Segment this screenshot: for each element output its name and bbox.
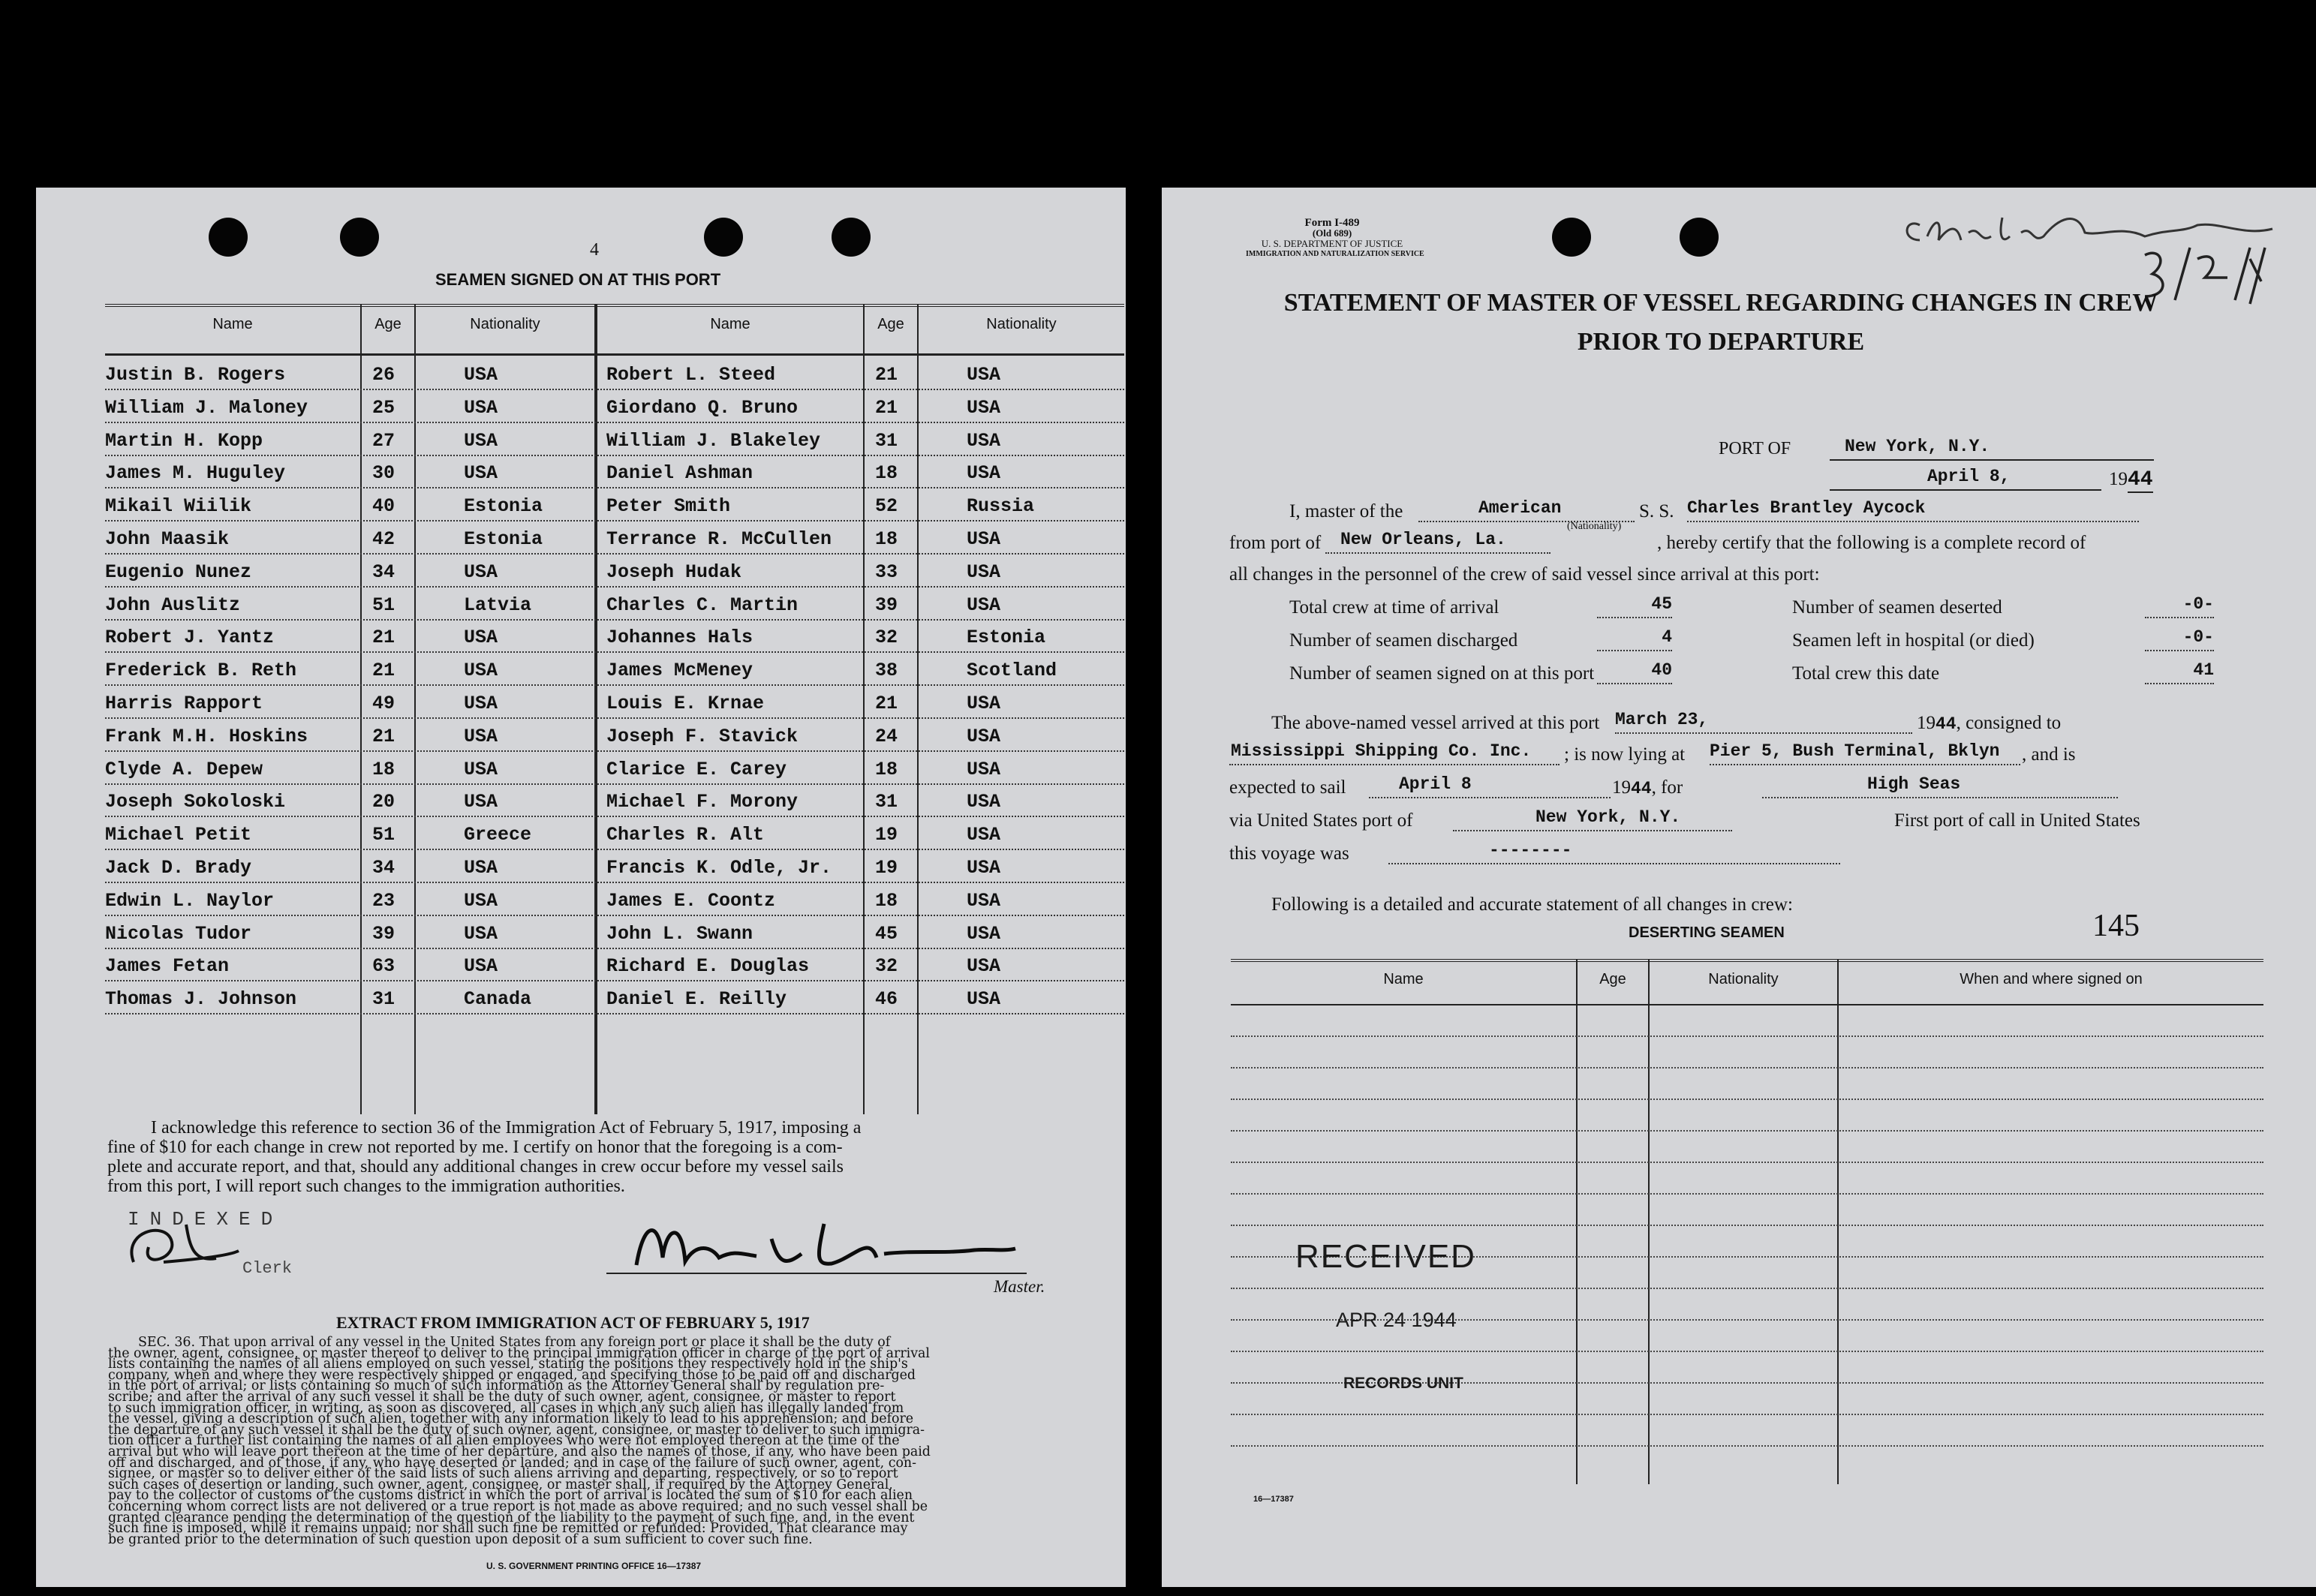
- crew-age: 20: [372, 791, 396, 813]
- department-name: U. S. DEPARTMENT OF JUSTICE: [1261, 238, 1403, 249]
- crew-nationality: Greece: [464, 824, 532, 846]
- crew-name: Louis E. Krnae: [606, 693, 765, 714]
- page-number: 4: [590, 240, 599, 260]
- extract-line: to such immigration officer, in writing, as soon as discovered, all cases in which any such alien has illegally landed from: [108, 1400, 904, 1416]
- first-port-text: First port of call in United States: [1894, 810, 2140, 831]
- port-value: New York, N.Y.: [1845, 437, 1990, 456]
- crew-age: 42: [372, 528, 396, 550]
- arrived-year-value: 44: [1936, 714, 1957, 734]
- left-page: [36, 188, 1126, 1587]
- arrived-date-field: [1615, 710, 1912, 734]
- crew-name: Francis K. Odle, Jr.: [606, 857, 832, 879]
- table-row: [105, 356, 1124, 390]
- crew-name: Eugenio Nunez: [105, 561, 252, 583]
- certify-text: , hereby certify that the following is a complete record of: [1657, 533, 2086, 553]
- crew-age: 21: [372, 627, 396, 649]
- crew-age: 26: [372, 364, 396, 386]
- table-row: [105, 521, 1124, 555]
- crew-nationality: Canada: [464, 988, 532, 1011]
- table-header-rule: [105, 353, 1124, 356]
- extract-line: lists containing the names of all aliens employed on such vessel, stating the positions they respectively hold in the ship's: [108, 1357, 908, 1372]
- column-header-name: Name: [710, 316, 750, 332]
- crew-name: Joseph F. Stavick: [606, 725, 799, 747]
- crew-age: 40: [372, 495, 396, 518]
- stat-value-field: [1597, 627, 1672, 651]
- empty-table-row: [1231, 1223, 2263, 1226]
- stat-label: Seamen left in hospital (or died): [1792, 630, 2035, 651]
- column-header-age: Age: [877, 316, 904, 332]
- voyage-field: [1388, 840, 1840, 864]
- master-label: Master.: [994, 1277, 1045, 1296]
- expected-text: expected to sail: [1229, 777, 1346, 798]
- column-header-age: Age: [374, 316, 402, 332]
- stat-value: 40: [1651, 660, 1672, 680]
- crew-name: Nicolas Tudor: [105, 922, 252, 945]
- crew-name: Clyde A. Depew: [105, 758, 263, 780]
- ship-name-value: Charles Brantley Aycock: [1687, 498, 1926, 518]
- arrived-text: The above-named vessel arrived at this port: [1271, 713, 1600, 733]
- table-row: [105, 981, 1124, 1014]
- acknowledgement-line: I acknowledge this reference to section 36 of the Immigration Act of February 5, 1917, imposing a: [151, 1118, 862, 1138]
- crew-nationality: USA: [967, 857, 1001, 879]
- crew-age: 21: [372, 660, 396, 682]
- stat-value-field: [2145, 627, 2214, 651]
- form-title: [1162, 284, 2280, 362]
- master-signature-line: [606, 1273, 1027, 1274]
- crew-name: James M. Huguley: [105, 462, 286, 485]
- arrived-date-value: March 23,: [1615, 710, 1709, 729]
- extract-line: signee, or master so to deliver either of the said lists of such aliens arriving and departing, respectively, or so to report: [108, 1466, 898, 1482]
- crew-nationality: USA: [967, 922, 1001, 945]
- extract-text: [108, 1337, 931, 1545]
- crew-name: Justin B. Rogers: [105, 364, 286, 386]
- clerk-initials-signature: [119, 1217, 246, 1277]
- crew-age: 34: [372, 857, 396, 879]
- empty-table-row: [1231, 1097, 2263, 1100]
- extract-line: the owner, agent, consignee, or master thereof to deliver to the principal immigration officer in charge of the port of arrival: [108, 1345, 930, 1361]
- crew-nationality: Scotland: [967, 660, 1057, 682]
- crew-age: 45: [875, 922, 898, 945]
- stat-label: Number of seamen signed on at this port: [1289, 663, 1595, 684]
- form-title-line: PRIOR TO DEPARTURE: [1577, 328, 1865, 356]
- printing-office-footer: U. S. GOVERNMENT PRINTING OFFICE 16—17387: [486, 1561, 702, 1571]
- crew-table: [105, 304, 1124, 1114]
- crew-age: 21: [875, 364, 898, 386]
- table-row: [105, 619, 1124, 653]
- crew-nationality: Estonia: [464, 495, 543, 518]
- crew-nationality: USA: [967, 824, 1001, 846]
- crew-name: Terrance R. McCullen: [606, 528, 832, 550]
- crew-name: Robert L. Steed: [606, 364, 776, 386]
- column-divider: [1837, 959, 1839, 1484]
- crew-nationality: USA: [464, 561, 498, 583]
- crew-age: 19: [875, 824, 898, 846]
- port-field: [1830, 437, 2154, 461]
- crew-age: 18: [875, 528, 898, 550]
- old-form-number: (Old 689): [1312, 227, 1352, 239]
- crew-nationality: USA: [967, 462, 1001, 485]
- date-year-prefix: 19: [2109, 469, 2128, 489]
- crew-nationality: USA: [464, 889, 498, 912]
- extract-line: the vessel, giving a description of such alien, together with any information likely to lead to his apprehension; and before: [108, 1411, 914, 1427]
- crew-nationality: USA: [967, 791, 1001, 813]
- crew-name: Peter Smith: [606, 495, 731, 518]
- via-port-value: New York, N.Y.: [1535, 807, 1681, 827]
- empty-table-row: [1231, 1129, 2263, 1132]
- crew-age: 32: [875, 627, 898, 649]
- crew-name: Daniel E. Reilly: [606, 988, 787, 1011]
- crew-nationality: USA: [464, 660, 498, 682]
- stat-label: Total crew at time of arrival: [1289, 597, 1499, 618]
- crew-age: 25: [372, 396, 396, 419]
- lying-at-field: [1710, 741, 2020, 765]
- table-row: [105, 422, 1124, 456]
- crew-name: Mikail Wiilik: [105, 495, 252, 518]
- crew-age: 39: [875, 594, 898, 616]
- crew-age: 18: [875, 889, 898, 912]
- crew-nationality: USA: [464, 857, 498, 879]
- stat-value-field: [1597, 594, 1672, 618]
- acknowledgement-line: fine of $10 for each change in crew not reported by me. I certify on honor that the foregoing is a com-: [107, 1138, 843, 1157]
- crew-nationality: USA: [967, 561, 1001, 583]
- table-row: [105, 587, 1124, 621]
- crew-name: John Maasik: [105, 528, 230, 550]
- crew-age: 18: [372, 758, 396, 780]
- extract-line: scribe; and after the arrival of any such vessel it shall be the duty of such owner, agent, consignee, or master to report: [108, 1389, 896, 1405]
- destination-value: High Seas: [1867, 774, 1961, 794]
- all-changes-text: all changes in the personnel of the crew of said vessel since arrival at this port:: [1229, 564, 1820, 585]
- crew-age: 24: [875, 725, 898, 747]
- table-row: [105, 816, 1124, 850]
- crew-age: 18: [875, 462, 898, 485]
- crew-age: 33: [875, 561, 898, 583]
- ss-label: S. S.: [1639, 501, 1674, 521]
- crew-nationality: USA: [464, 955, 498, 978]
- stat-value-field: [2145, 660, 2214, 684]
- crew-nationality: USA: [967, 725, 1001, 747]
- ship-name-field: [1687, 498, 2139, 522]
- empty-table-row: [1231, 1034, 2263, 1037]
- crew-nationality: Latvia: [464, 594, 532, 616]
- empty-table-row: [1231, 1192, 2263, 1195]
- acknowledgement-line: from this port, I will report such changes to the immigration authorities.: [107, 1177, 625, 1196]
- extract-line: arrival but who will leave port thereon at the time of her departure, and also the names of those, if any, who have been paid: [108, 1444, 931, 1459]
- sail-date-field: [1369, 774, 1611, 798]
- received-stamp: RECEIVED: [1295, 1238, 1476, 1275]
- crew-name: Edwin L. Naylor: [105, 889, 275, 912]
- sail-date-value: April 8: [1399, 774, 1472, 794]
- deserting-seamen-title: DESERTING SEAMEN: [1629, 924, 1785, 941]
- indexed-stamp: INDEXED: [128, 1208, 284, 1231]
- consigned-text: , consigned to: [1956, 713, 2062, 733]
- records-unit-stamp: RECORDS UNIT: [1343, 1375, 1463, 1392]
- crew-age: 21: [875, 693, 898, 714]
- crew-nationality: USA: [967, 528, 1001, 550]
- acknowledgement-line: plete and accurate report, and that, should any additional changes in crew occur before my vessel sails: [107, 1157, 844, 1177]
- crew-name: Michael Petit: [105, 824, 252, 846]
- crew-nationality: USA: [464, 791, 498, 813]
- from-port-field: [1325, 530, 1551, 554]
- voyage-text: this voyage was: [1229, 843, 1349, 864]
- stat-value: 4: [1662, 627, 1672, 647]
- form-title-line: STATEMENT OF MASTER OF VESSEL REGARDING CHANGES IN CREW: [1283, 289, 2158, 317]
- sail-year-value: 44: [1631, 779, 1652, 798]
- crew-age: 21: [875, 396, 898, 419]
- table-row: [105, 685, 1124, 719]
- table-row: [105, 455, 1124, 488]
- crew-name: James E. Coontz: [606, 889, 776, 912]
- empty-table-row: [1231, 1349, 2263, 1352]
- crew-age: 34: [372, 561, 396, 583]
- crew-name: Charles C. Martin: [606, 594, 799, 616]
- crew-age: 49: [372, 693, 396, 714]
- crew-nationality: USA: [967, 594, 1001, 616]
- right-page: [1162, 188, 2316, 1587]
- crew-name: John Auslitz: [105, 594, 241, 616]
- crew-nationality: USA: [967, 364, 1001, 386]
- stat-label: Total crew this date: [1792, 663, 1940, 684]
- consignee-field: [1229, 741, 1560, 765]
- column-divider: [1648, 959, 1650, 1484]
- stat-value: 45: [1651, 594, 1672, 614]
- nationality-caption: (Nationality): [1567, 521, 1622, 532]
- extract-line: be granted prior to the determination of such question upon deposit of a sum sufficient to cover such fine.: [108, 1531, 813, 1547]
- date-field: [1830, 467, 2101, 491]
- empty-table-row: [1231, 1286, 2263, 1289]
- crew-name: Robert J. Yantz: [105, 627, 275, 649]
- via-text: via United States port of: [1229, 810, 1413, 831]
- crew-nationality: USA: [464, 758, 498, 780]
- crew-nationality: USA: [464, 693, 498, 714]
- crew-nationality: USA: [967, 396, 1001, 419]
- extract-line: SEC. 36. That upon arrival of any vessel in the United States from any foreign port or place it shall be the duty of: [138, 1335, 891, 1350]
- crew-nationality: USA: [967, 693, 1001, 714]
- column-header-name: Name: [1383, 971, 1424, 987]
- crew-nationality: Russia: [967, 495, 1035, 518]
- consignee-value: Mississippi Shipping Co. Inc.: [1231, 741, 1532, 761]
- date-value: April 8,: [1927, 467, 2011, 486]
- crew-age: 31: [875, 791, 898, 813]
- clerk-label: Clerk: [242, 1259, 293, 1278]
- table-row: [105, 915, 1124, 949]
- nationality-field: [1418, 498, 1635, 522]
- extract-line: the departure of any such vessel it shall be the duty of such owner, agent, consignee, or master to deliver to such immigra-: [108, 1422, 925, 1438]
- crew-name: Giordano Q. Bruno: [606, 396, 799, 419]
- lying-text: ; is now lying at: [1564, 744, 1686, 765]
- crew-age: 51: [372, 824, 396, 846]
- crew-age: 23: [372, 889, 396, 912]
- table-row: [105, 783, 1124, 817]
- date-year-value: 44: [2128, 468, 2153, 491]
- crew-age: 46: [875, 988, 898, 1011]
- crew-name: Joseph Hudak: [606, 561, 742, 583]
- column-header-nationality: Nationality: [1708, 971, 1779, 987]
- crew-nationality: USA: [967, 758, 1001, 780]
- crew-name: Daniel Ashman: [606, 462, 753, 485]
- crew-nationality: USA: [464, 462, 498, 485]
- from-port-label: from port of: [1229, 533, 1322, 553]
- crew-age: 21: [372, 725, 396, 747]
- table-row: [105, 948, 1124, 981]
- stat-value: 41: [2193, 660, 2214, 680]
- form-number: Form I-489: [1304, 217, 1360, 229]
- extract-line: in the port of arrival; or lists containing so much of such information as the Attorney General shall by regulation pre-: [108, 1378, 885, 1394]
- punch-hole: [340, 218, 379, 257]
- nationality-value: American: [1478, 498, 1562, 518]
- crew-name: Michael F. Morony: [606, 791, 799, 813]
- crew-name: Martin H. Kopp: [105, 429, 263, 452]
- sail-year-prefix: 19: [1612, 777, 1631, 798]
- extract-line: company, when and where they were respectively shipped or engaged, and specifying those to be paid off and discharged: [108, 1367, 916, 1383]
- voyage-value: --------: [1489, 840, 1572, 860]
- crew-age: 18: [875, 758, 898, 780]
- stat-label: Number of seamen discharged: [1289, 630, 1518, 651]
- crew-nationality: USA: [464, 429, 498, 452]
- form-header: [1246, 217, 1424, 260]
- table-row: [105, 488, 1124, 521]
- crew-age: 63: [372, 955, 396, 978]
- arrived-year: [1917, 713, 2061, 734]
- stat-value-field: [2145, 594, 2214, 618]
- crew-name: John L. Swann: [606, 922, 753, 945]
- column-header-nationality: Nationality: [470, 316, 540, 332]
- extract-line: such fine is imposed, while it remains unpaid; nor shall such fine be remitted or refunded: Provided, That clearance may: [108, 1521, 908, 1537]
- extract-line: tion officer a further list containing the names of all alien employees who were not employed thereon at the time of the: [108, 1433, 900, 1449]
- sail-year: [1612, 777, 1683, 798]
- crew-nationality: USA: [464, 627, 498, 649]
- punch-hole: [1680, 218, 1719, 257]
- crew-nationality: USA: [464, 725, 498, 747]
- crew-name: James Fetan: [105, 955, 230, 978]
- punch-hole: [704, 218, 743, 257]
- crew-age: 52: [875, 495, 898, 518]
- lying-at-value: Pier 5, Bush Terminal, Bklyn: [1710, 741, 2000, 761]
- crew-age: 31: [875, 429, 898, 452]
- crew-name: Charles R. Alt: [606, 824, 765, 846]
- table-row: [105, 751, 1124, 785]
- crew-name: Johannes Hals: [606, 627, 753, 649]
- crew-age: 30: [372, 462, 396, 485]
- crew-age: 39: [372, 922, 396, 945]
- crew-nationality: USA: [464, 396, 498, 419]
- destination-field: [1762, 774, 2118, 798]
- for-text: , for: [1651, 777, 1683, 798]
- crew-name: Frank M.H. Hoskins: [105, 725, 308, 747]
- table-row: [105, 718, 1124, 752]
- table-top-rule: [1231, 959, 2263, 962]
- extract-line: granted clearance pending the determination of the question of the liability to the payment of such fine, and, in the event: [108, 1510, 915, 1525]
- column-header-age: Age: [1599, 971, 1626, 987]
- and-is-text: , and is: [2022, 744, 2076, 765]
- crew-nationality: USA: [464, 364, 498, 386]
- crew-age: 32: [875, 955, 898, 978]
- stat-label: Number of seamen deserted: [1792, 597, 2002, 618]
- crew-name: Jack D. Brady: [105, 857, 252, 879]
- crew-name: Harris Rapport: [105, 693, 263, 714]
- port-label-text: PORT OF: [1719, 439, 1791, 458]
- punch-hole: [209, 218, 248, 257]
- port-label: [1719, 438, 1791, 459]
- acknowledgement: [107, 1118, 861, 1196]
- form-footer-code: 16—17387: [1253, 1495, 1294, 1504]
- crew-nationality: Estonia: [967, 627, 1046, 649]
- crew-nationality: Estonia: [464, 528, 543, 550]
- crew-name: Clarice E. Carey: [606, 758, 787, 780]
- table-row: [105, 652, 1124, 686]
- column-divider: [1576, 959, 1578, 1484]
- crew-name: Frederick B. Reth: [105, 660, 297, 682]
- empty-table-row: [1231, 1412, 2263, 1415]
- crew-nationality: USA: [967, 889, 1001, 912]
- empty-table-row: [1231, 1444, 2263, 1447]
- following-text: Following is a detailed and accurate statement of all changes in crew:: [1271, 894, 1793, 915]
- received-date-stamp: APR 24 1944: [1336, 1309, 1457, 1331]
- table-row: [105, 554, 1124, 588]
- stat-value: -0-: [2182, 594, 2214, 614]
- crew-nationality: USA: [967, 429, 1001, 452]
- table-header-rule: [1231, 1004, 2263, 1005]
- crew-name: James McMeney: [606, 660, 753, 682]
- crew-nationality: USA: [967, 955, 1001, 978]
- crew-nationality: USA: [967, 988, 1001, 1011]
- punch-hole: [832, 218, 871, 257]
- table-top-rule: [105, 304, 1124, 307]
- column-header-signed-on: When and where signed on: [1960, 971, 2143, 987]
- extract-line: such cases of desertion or landing, such owner, agent, consignee, or master shall, if required by the Attorney General,: [108, 1477, 893, 1492]
- crew-nationality: USA: [464, 922, 498, 945]
- extract-line: pay to the collector of customs of the customs district in which the port of arrival is located the sum of $10 for each alien: [108, 1488, 913, 1504]
- master-signature: [629, 1213, 1019, 1280]
- stat-value: -0-: [2182, 627, 2214, 647]
- master-of-the-label: I, master of the: [1289, 501, 1403, 521]
- column-header-nationality: Nationality: [986, 316, 1057, 332]
- stamped-number: 145: [2092, 909, 2140, 943]
- crew-name: Thomas J. Johnson: [105, 988, 297, 1011]
- crew-age: 19: [875, 857, 898, 879]
- service-name: IMMIGRATION AND NATURALIZATION SERVICE: [1246, 250, 1424, 258]
- table-row: [105, 849, 1124, 883]
- crew-name: William J. Blakeley: [606, 429, 821, 452]
- section-title: SEAMEN SIGNED ON AT THIS PORT: [435, 270, 721, 289]
- date-year: [2109, 468, 2153, 491]
- crew-name: Richard E. Douglas: [606, 955, 810, 978]
- crew-age: 51: [372, 594, 396, 616]
- from-port-value: New Orleans, La.: [1340, 530, 1506, 549]
- via-port-field: [1453, 807, 1732, 831]
- crew-name: Joseph Sokoloski: [105, 791, 286, 813]
- deserting-seamen-table: [1231, 959, 2263, 1484]
- table-row: [105, 389, 1124, 423]
- crew-age: 31: [372, 988, 396, 1011]
- crew-age: 38: [875, 660, 898, 682]
- empty-table-row: [1231, 1066, 2263, 1069]
- crew-name: William J. Maloney: [105, 396, 308, 419]
- stat-value-field: [1597, 660, 1672, 684]
- table-row: [105, 882, 1124, 916]
- arrived-year-prefix: 19: [1917, 713, 1936, 733]
- empty-table-row: [1231, 1160, 2263, 1163]
- extract-line: concerning whom correct lists are not delivered or a true report is not made as above required; and no such vessel shall be: [108, 1498, 928, 1514]
- extract-line: off and discharged, and of those, if any, who have deserted or landed; and in case of the failure of such owner, agent, con-: [108, 1455, 917, 1471]
- crew-age: 27: [372, 429, 396, 452]
- column-header-name: Name: [212, 316, 253, 332]
- punch-hole: [1552, 218, 1591, 257]
- extract-title: EXTRACT FROM IMMIGRATION ACT OF FEBRUARY 5, 1917: [336, 1313, 810, 1332]
